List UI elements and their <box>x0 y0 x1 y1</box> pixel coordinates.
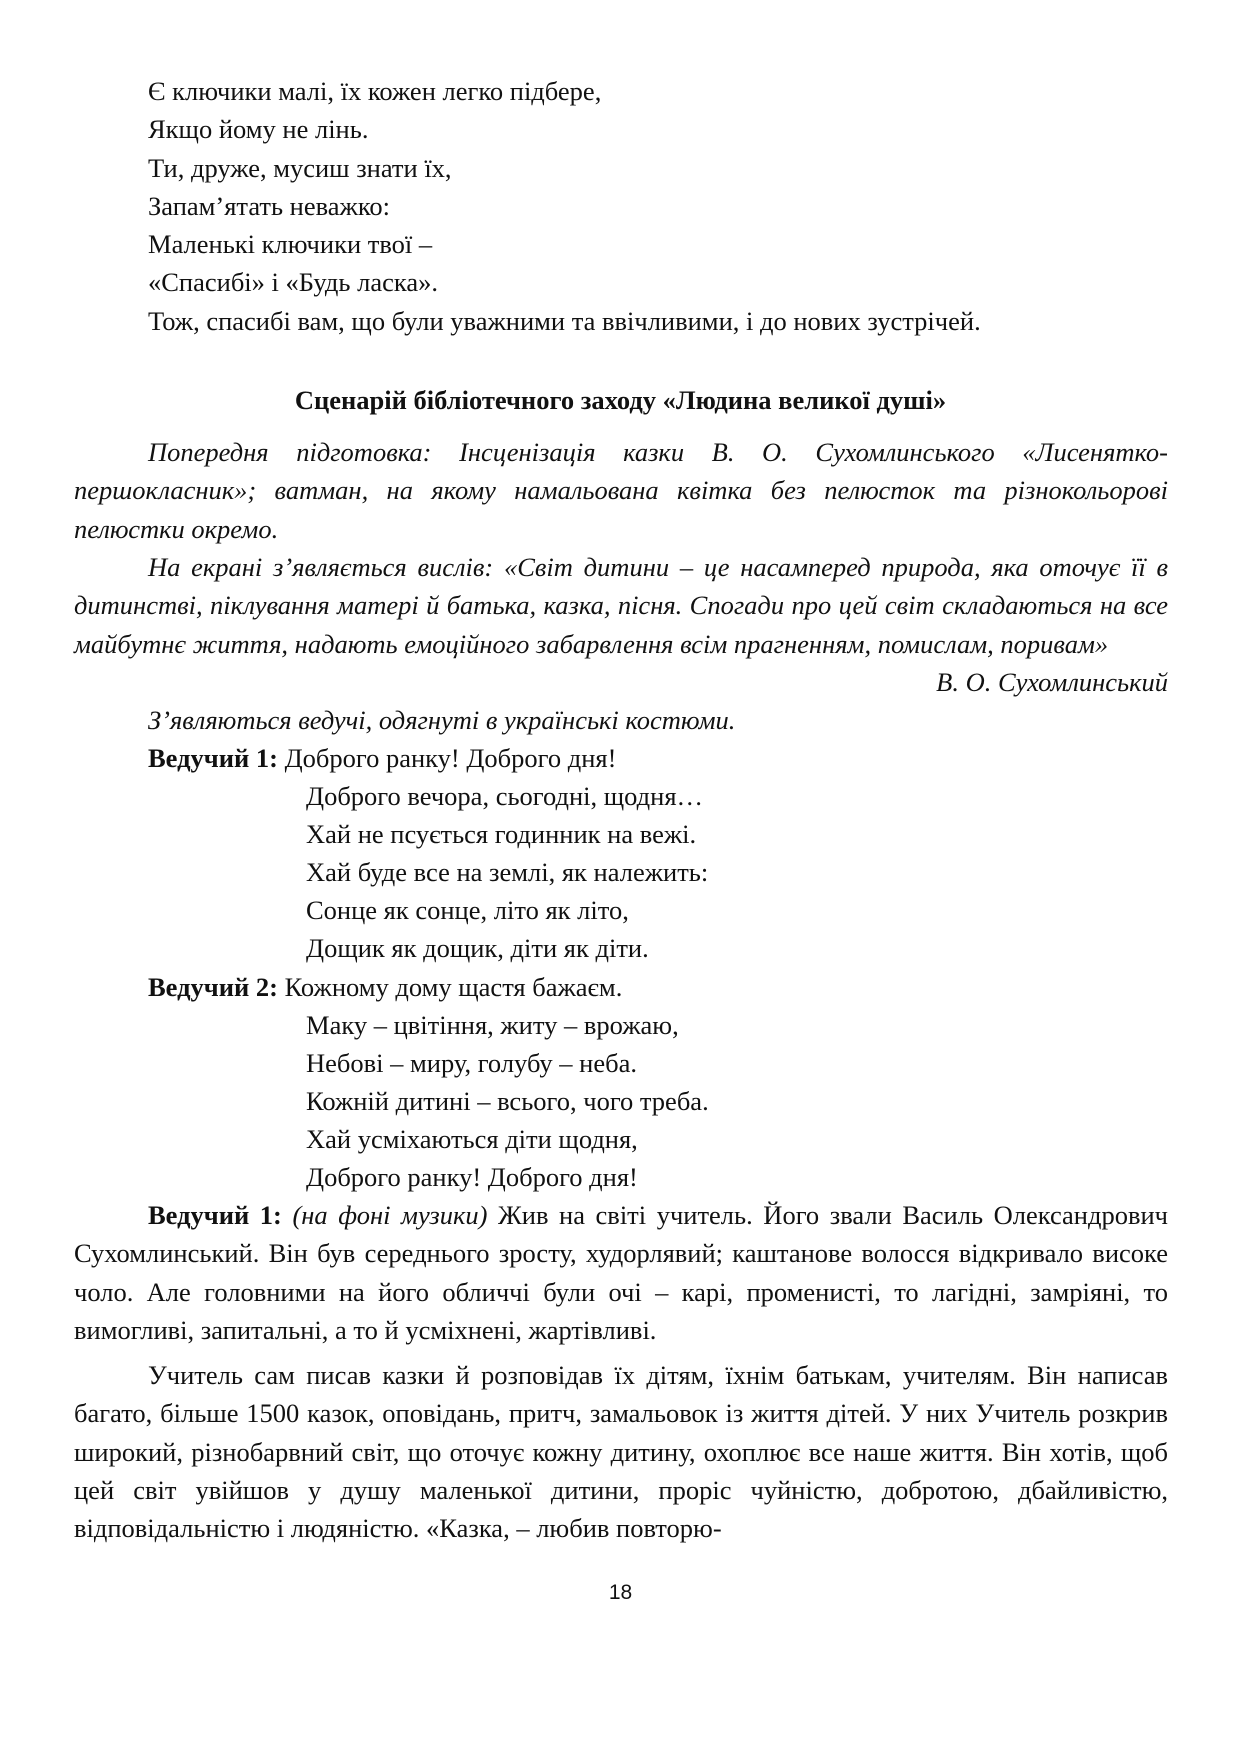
poem-line: Запам’ятать неважко: <box>148 190 391 221</box>
poem-line: «Спасибі» і «Будь ласка». <box>148 267 438 298</box>
verse-line: Дощик як дощик, діти як діти. <box>306 933 649 963</box>
page-number: 18 <box>608 1581 633 1604</box>
speaker-label: Ведучий 1: <box>148 743 278 773</box>
final-paragraph: Учитель сам писав казки й розповідав їх дітям, їхнім батькам, учителям. Він написав багато, більше 1500 казок, оповідань, притч, замальовок із життя дітей. У них Учитель розкрив широкий, різнобарвний світ, що оточує кожну дитину, охоплює все наше життя. Він хотів, щоб цей світ увійшов у душу маленької дитини, проріс чуйністю, добротою, дбайливістю, відповідальністю і людяністю. «Казка, – любив повторю- <box>74 1360 1168 1544</box>
verse-line: Доброго ранку! Доброго дня! <box>306 1162 638 1192</box>
poem-line: Якщо йому не лінь. <box>148 114 369 145</box>
verse-line: Доброго ранку! Доброго дня! <box>284 743 617 773</box>
stage-direction: З’являються ведучі, одягнуті в українські костюми. <box>148 705 736 735</box>
section-title: Сценарій бібліотечного заходу «Людина великої душі» <box>294 385 947 415</box>
speaker-label: Ведучий 2: <box>148 972 278 1002</box>
poem-line: Маленькі ключики твої – <box>148 229 433 260</box>
closing-poem <box>148 72 1168 340</box>
speaker-label: Ведучий 1: <box>148 1200 282 1230</box>
verse-line: Хай усміхаються діти щодня, <box>306 1124 638 1154</box>
verse-line: Кожному дому щастя бажаєм. <box>284 972 623 1002</box>
verse-line: Маку – цвітіння, житу – врожаю, <box>306 1010 679 1040</box>
verse-line: Небові – миру, голубу – неба. <box>306 1048 637 1078</box>
stage-direction-inline: (на фоні музики) <box>292 1200 488 1230</box>
quote-author: В. О. Сухомлинський <box>936 667 1168 697</box>
host1-first-line <box>148 739 616 777</box>
preparation-paragraph: Попередня підготовка: Інсценізація казки В. О. Сухомлинського «Лисенятко-першокласник»; ватман, на якому намальована квітка без пелюсток та різнокольорові пелюстки окремо. <box>74 437 1168 544</box>
verse-line: Кожній дитині – всього, чого треба. <box>306 1086 709 1116</box>
poem-line: Є ключики малі, їх кожен легко підбере, <box>148 76 602 106</box>
poem-line: Тож, спасибі вам, що були уважними та ввічливими, і до нових зустрічей. <box>148 305 981 336</box>
verse-line: Хай не псується годинник на вежі. <box>306 819 697 849</box>
quote-paragraph: На екрані з’являється вислів: «Світ дитини – це насамперед природа, яка оточує її в дитинстві, піклування матері й батька, казка, пісня. Спогади про цей світ складаються на все майбутнє життя, надають емоційного забарвлення всім прагненням, помислам, поривам» <box>74 552 1168 659</box>
prose-text: Жив на світі учитель. Його звали Василь Олександрович Сухомлинський. Він був середнього зросту, худорлявий; каштанове волосся відкривало високе чоло. Але головними на його обличчі були очі – карі, променисті, то лагідні, замріяні, то вимогливі, запитальні, а то й усміхнені, жартівливі. <box>74 1200 1168 1345</box>
poem-line: Ти, друже, мусиш знати їх, <box>148 152 452 183</box>
verse-line: Сонце як сонце, літо як літо, <box>306 895 629 925</box>
verse-line: Доброго вечора, сьогодні, щодня… <box>306 781 704 811</box>
verse-line: Хай буде все на землі, як належить: <box>306 857 709 887</box>
host1-prose-paragraph <box>74 1196 1168 1349</box>
host2-first-line <box>148 968 622 1006</box>
